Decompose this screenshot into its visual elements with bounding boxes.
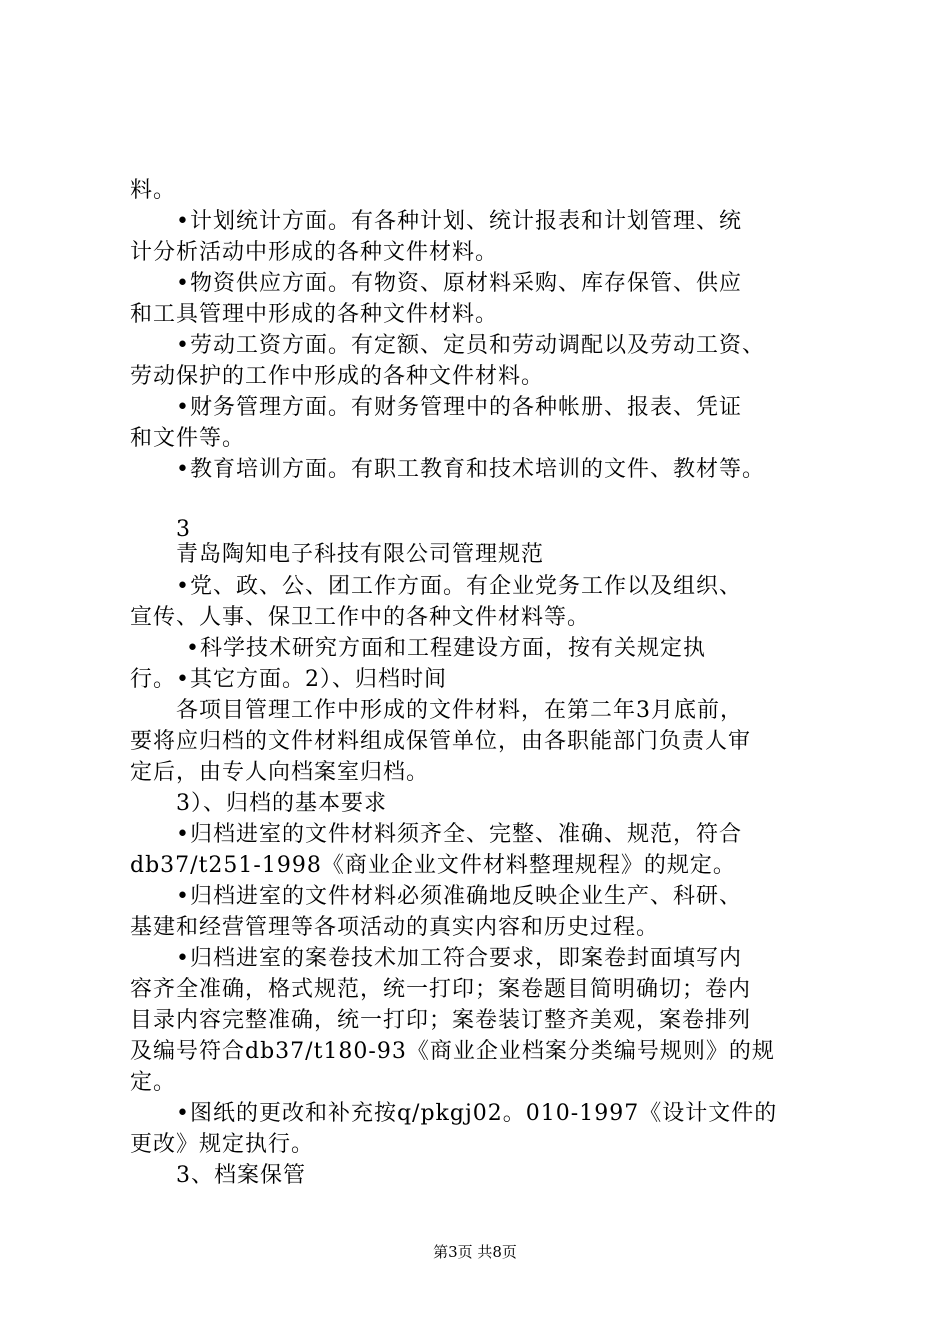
text-line: 基建和经营管理等各项活动的真实内容和历史过程。 <box>130 915 660 940</box>
text-line: 和工具管理中形成的各种文件材料。 <box>130 302 499 327</box>
text-line: 料。 <box>130 178 177 203</box>
section-heading: 3、档案保管 <box>176 1163 306 1188</box>
text-line: 各项目管理工作中形成的文件材料，在第二年3月底前， <box>176 698 743 723</box>
section-heading: 3）、归档的基本要求 <box>176 791 387 816</box>
text-line: •图纸的更改和补充按q/pkgj02。010-1997《设计文件的 <box>176 1101 778 1126</box>
text-line: 定后，由专人向档案室归档。 <box>130 760 430 785</box>
text-line: •党、政、公、团工作方面。有企业党务工作以及组织、 <box>176 574 742 599</box>
text-line: •科学技术研究方面和工程建设方面，按有关规定执 <box>186 636 706 661</box>
text-line: 容齐全准确，格式规范，统一打印；案卷题目简明确切；卷内 <box>130 977 752 1002</box>
page-footer: 第3页 共8页 <box>433 1243 517 1261</box>
text-line: 及编号符合db37/t180-93《商业企业档案分类编号规则》的规 <box>130 1039 775 1064</box>
text-line: 劳动保护的工作中形成的各种文件材料。 <box>130 364 545 389</box>
text-line: 目录内容完整准确，统一打印；案卷装订整齐美观，案卷排列 <box>130 1008 752 1033</box>
text-line: •教育培训方面。有职工教育和技术培训的文件、教材等。 <box>176 457 765 482</box>
text-line: •归档进室的文件材料须齐全、完整、准确、规范，符合 <box>176 822 742 847</box>
text-line: •劳动工资方面。有定额、定员和劳动调配以及劳动工资、 <box>176 333 765 358</box>
text-line: •物资供应方面。有物资、原材料采购、库存保管、供应 <box>176 271 742 296</box>
text-line: db37/t251-1998《商业企业文件材料整理规程》的规定。 <box>130 853 736 878</box>
text-line: 宣传、人事、保卫工作中的各种文件材料等。 <box>130 605 591 630</box>
text-line: •归档进室的案卷技术加工符合要求，即案卷封面填写内 <box>176 946 742 971</box>
company-header: 青岛陶知电子科技有限公司管理规范 <box>176 542 545 567</box>
text-line: 要将应归档的文件材料组成保管单位，由各职能部门负责人审 <box>130 729 752 754</box>
text-line: •财务管理方面。有财务管理中的各种帐册、报表、凭证 <box>176 395 742 420</box>
text-line: 定。 <box>130 1070 177 1095</box>
page-number-marker: 3 <box>176 517 191 542</box>
text-line: •归档进室的文件材料必须准确地反映企业生产、科研、 <box>176 884 742 909</box>
text-line: 计分析活动中形成的各种文件材料。 <box>130 240 499 265</box>
text-line: 更改》规定执行。 <box>130 1132 315 1157</box>
text-line: 行。•其它方面。2）、归档时间 <box>130 667 447 692</box>
text-line: •计划统计方面。有各种计划、统计报表和计划管理、统 <box>176 209 742 234</box>
text-line: 和文件等。 <box>130 426 246 451</box>
